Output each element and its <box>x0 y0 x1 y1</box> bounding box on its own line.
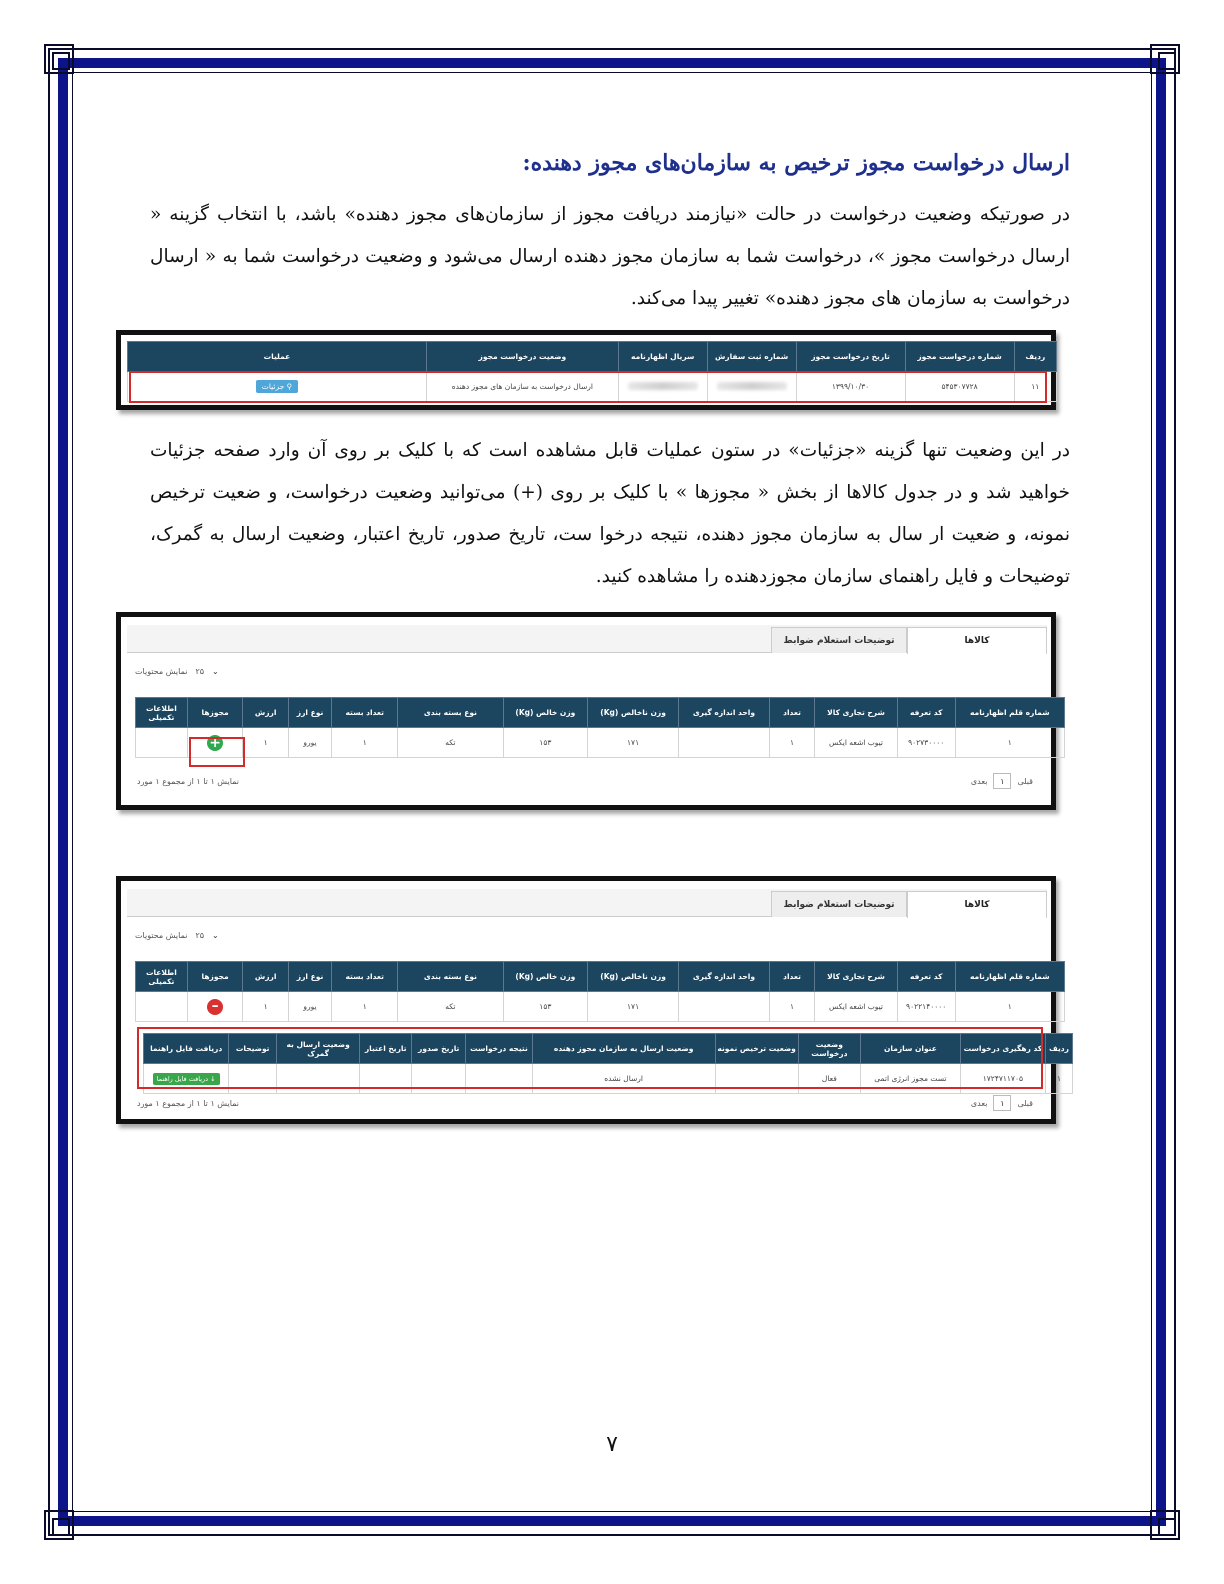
col-header: شماره ثبت سفارش <box>707 342 796 372</box>
goods-table <box>135 697 1065 758</box>
table-cell: ۱ <box>955 728 1064 758</box>
magnifier-icon: ⚲ <box>286 382 293 391</box>
col-header: ارزش <box>243 962 288 992</box>
col-header: سریال اظهارنامه <box>618 342 707 372</box>
frame-corner-ornament <box>44 44 74 74</box>
intro-paragraph: در صورتیکه وضعیت درخواست در حالت «نیازمند دریافت مجوز از سازمان‌های مجوز دهنده» باشد، با انتخاب گزینه « ارسال درخواست مجوز »، درخواست شما به سازمان مجوز دهنده ارسال می‌شود و وضعیت درخواست شما به « ارسال درخواست به سازمان های مجوز دهنده» تغییر پیدا می‌کند. <box>150 204 1070 309</box>
table-cell: ۱ <box>243 992 288 1022</box>
table-cell: یورو <box>288 728 331 758</box>
col-header: مجوزها <box>187 698 243 728</box>
table-cell: ۱۷۱ <box>588 728 679 758</box>
details-paragraph: در این وضعیت تنها گزینه «جزئیات» در ستون عملیات قابل مشاهده است که با کلیک بر روی آن وارد صفحه جزئیات خواهید شد و در جدول کالاها از بخش « مجوزها » با کلیک بر روی (+) می‌توانید وضعیت درخواست، و ضعیت ترخیص نمونه، و ضعیت ار سال به سازمان مجوز دهنده، نتیجه درخوا ست، تاریخ صدور، تاریخ اعتبار، وضعیت ارسال به گمرک، توضیحات و فایل راهنمای سازمان مجوزدهنده را مشاهده کنید. <box>150 440 1070 587</box>
details-button-label: جزئیات <box>261 382 285 391</box>
col-header: نوع ارز <box>288 698 331 728</box>
col-header: وضعیت ترخیص نمونه <box>715 1034 798 1064</box>
request-number: ۵۴۵۳۰۷۷۲۸ <box>905 372 1014 402</box>
chevron-down-icon: ⌄ <box>212 667 219 676</box>
highlight-box <box>137 1027 1043 1089</box>
col-header: وزن خالص (Kg) <box>503 698 588 728</box>
table-cell: ۹۰۲۲۱۴۰۰۰۰ <box>897 992 955 1022</box>
col-header: شماره قلم اظهارنامه <box>955 698 1064 728</box>
page-size-label: نمایش محتویات <box>135 667 188 676</box>
col-header: تعداد <box>769 698 814 728</box>
col-header: وضعیت ارسال به گمرک <box>277 1034 360 1064</box>
col-header: وضعیت درخواست <box>798 1034 860 1064</box>
col-header: واحد اندازه گیری <box>679 962 770 992</box>
table-cell <box>679 992 770 1022</box>
table-cell: ۱ <box>332 728 398 758</box>
col-header: دریافت فایل راهنما <box>144 1034 229 1064</box>
table-cell: ۱ <box>1045 1064 1072 1094</box>
download-guide-label: دریافت فایل راهنما <box>156 1074 209 1083</box>
screenshot-request-list <box>116 330 1056 410</box>
col-header: تاریخ اعتبار <box>360 1034 412 1064</box>
col-header: عملیات <box>128 342 427 372</box>
col-header: تاریخ صدور <box>412 1034 466 1064</box>
table-cell <box>136 728 188 758</box>
download-icon: ↓ <box>210 1074 216 1083</box>
table-cell: تکه <box>398 992 503 1022</box>
table-cell: یورو <box>288 992 331 1022</box>
table-cell: ۱ <box>769 992 814 1022</box>
col-header: نوع بسته بندی <box>398 698 503 728</box>
col-header: کد تعرفه <box>897 962 955 992</box>
results-info: نمایش ۱ تا ۱ از مجموع ۱ مورد <box>137 777 239 786</box>
table-cell: ۱۷۲۴۷۱۱۷۰۵ <box>960 1064 1045 1094</box>
tab-rules-description[interactable]: توضیحات استعلام ضوابط <box>771 627 907 653</box>
col-header: شماره درخواست مجوز <box>905 342 1014 372</box>
col-header: تعداد بسته <box>332 698 398 728</box>
table-cell <box>136 992 188 1022</box>
col-header: اطلاعات تکمیلی <box>136 962 188 992</box>
table-cell: ۹۰۲۷۳۰۰۰۰ <box>897 728 955 758</box>
col-header: کد رهگیری درخواست <box>960 1034 1045 1064</box>
col-header: وزن ناخالص (Kg) <box>588 962 679 992</box>
request-status: ارسال درخواست به سازمان های مجوز دهنده <box>426 372 618 402</box>
table-header-row <box>136 962 1065 992</box>
col-header: تعداد بسته <box>332 962 398 992</box>
page-size-value: ۲۵ <box>195 667 205 676</box>
page-size-selector[interactable] <box>135 931 219 940</box>
frame-corner-ornament <box>44 1510 74 1540</box>
col-header: وضعیت ارسال به سازمان مجوز دهنده <box>532 1034 715 1064</box>
table-cell: ۱۵۳ <box>503 992 588 1022</box>
pager-prev[interactable]: قبلی <box>1017 1098 1033 1108</box>
pager-next[interactable]: بعدی <box>970 776 988 786</box>
goods-table <box>135 961 1065 1022</box>
col-header: نوع ارز <box>288 962 331 992</box>
section-heading: ارسال درخواست مجوز ترخیص به سازمان‌های مجوز دهنده: <box>522 150 1070 176</box>
table-header-row <box>136 698 1065 728</box>
tab-goods[interactable]: کالاها <box>907 627 1047 654</box>
col-header: مجوزها <box>187 962 243 992</box>
page-size-selector[interactable] <box>135 667 219 676</box>
permits-cell <box>187 992 243 1022</box>
results-info: نمایش ۱ تا ۱ از مجموع ۱ مورد <box>137 1099 239 1108</box>
table-cell: تکه <box>398 728 503 758</box>
pagination <box>971 1095 1033 1111</box>
col-header: عنوان سازمان <box>861 1034 961 1064</box>
col-header: اطلاعات تکمیلی <box>136 698 188 728</box>
col-header: ردیف <box>1014 342 1056 372</box>
tab-rules-description[interactable]: توضیحات استعلام ضوابط <box>771 891 907 917</box>
table-cell: ارسال نشده <box>532 1064 715 1094</box>
col-header: ارزش <box>243 698 288 728</box>
col-header: نتیجه درخواست <box>466 1034 533 1064</box>
col-header: نوع بسته بندی <box>398 962 503 992</box>
request-date: ۱۳۹۹/۱۰/۳۰ <box>796 372 905 402</box>
chevron-down-icon: ⌄ <box>212 931 219 940</box>
highlight-box <box>189 737 245 767</box>
col-header: تاریخ درخواست مجوز <box>796 342 905 372</box>
page-size-label: نمایش محتویات <box>135 931 188 940</box>
table-row <box>136 992 1065 1022</box>
screenshot-goods-expanded <box>116 876 1069 1124</box>
col-header: وزن ناخالص (Kg) <box>588 698 679 728</box>
page-size-value: ۲۵ <box>195 931 205 940</box>
row-index: ۱۱ <box>1014 372 1056 402</box>
table-cell: ۱۷۱ <box>588 992 679 1022</box>
table-row <box>136 728 1065 758</box>
table-cell: ۱ <box>243 728 288 758</box>
pager-current-page[interactable]: ۱ <box>993 773 1011 789</box>
col-header: شرح تجاری کالا <box>815 962 898 992</box>
table-cell: تست مجوز انرژی اتمی <box>861 1064 961 1094</box>
minus-circle-icon[interactable]: – <box>207 999 223 1015</box>
pager-prev[interactable]: قبلی <box>1017 776 1033 786</box>
col-header: توضیحات <box>229 1034 277 1064</box>
tab-bar <box>127 625 1047 653</box>
table-cell: ۱ <box>332 992 398 1022</box>
col-header: شماره قلم اظهارنامه <box>955 962 1064 992</box>
plus-circle-icon[interactable]: + <box>207 735 223 751</box>
tab-bar <box>127 889 1047 917</box>
col-header: وزن خالص (Kg) <box>503 962 588 992</box>
table-cell: تیوب اشعه ایکس <box>815 728 898 758</box>
table-cell: ۱۵۳ <box>503 728 588 758</box>
col-header: وضعیت درخواست مجوز <box>426 342 618 372</box>
col-header: تعداد <box>769 962 814 992</box>
tab-goods[interactable]: کالاها <box>907 891 1047 918</box>
pager-next[interactable]: بعدی <box>970 1098 988 1108</box>
frame-corner-ornament <box>1150 44 1180 74</box>
table-cell: ۱ <box>769 728 814 758</box>
highlight-box <box>129 371 1047 403</box>
table-cell: تیوب اشعه ایکس <box>815 992 898 1022</box>
table-cell <box>679 728 770 758</box>
frame-corner-ornament <box>1150 1510 1180 1540</box>
table-cell: ۱ <box>955 992 1064 1022</box>
screenshot-goods-collapsed <box>116 612 1056 810</box>
table-cell: فعال <box>798 1064 860 1094</box>
col-header: کد تعرفه <box>897 698 955 728</box>
pager-current-page[interactable]: ۱ <box>993 1095 1011 1111</box>
col-header: شرح تجاری کالا <box>815 698 898 728</box>
page-number: ۷ <box>606 1432 618 1457</box>
col-header: واحد اندازه گیری <box>679 698 770 728</box>
table-header-row <box>128 342 1057 372</box>
col-header: ردیف <box>1045 1034 1072 1064</box>
pagination <box>971 773 1033 789</box>
